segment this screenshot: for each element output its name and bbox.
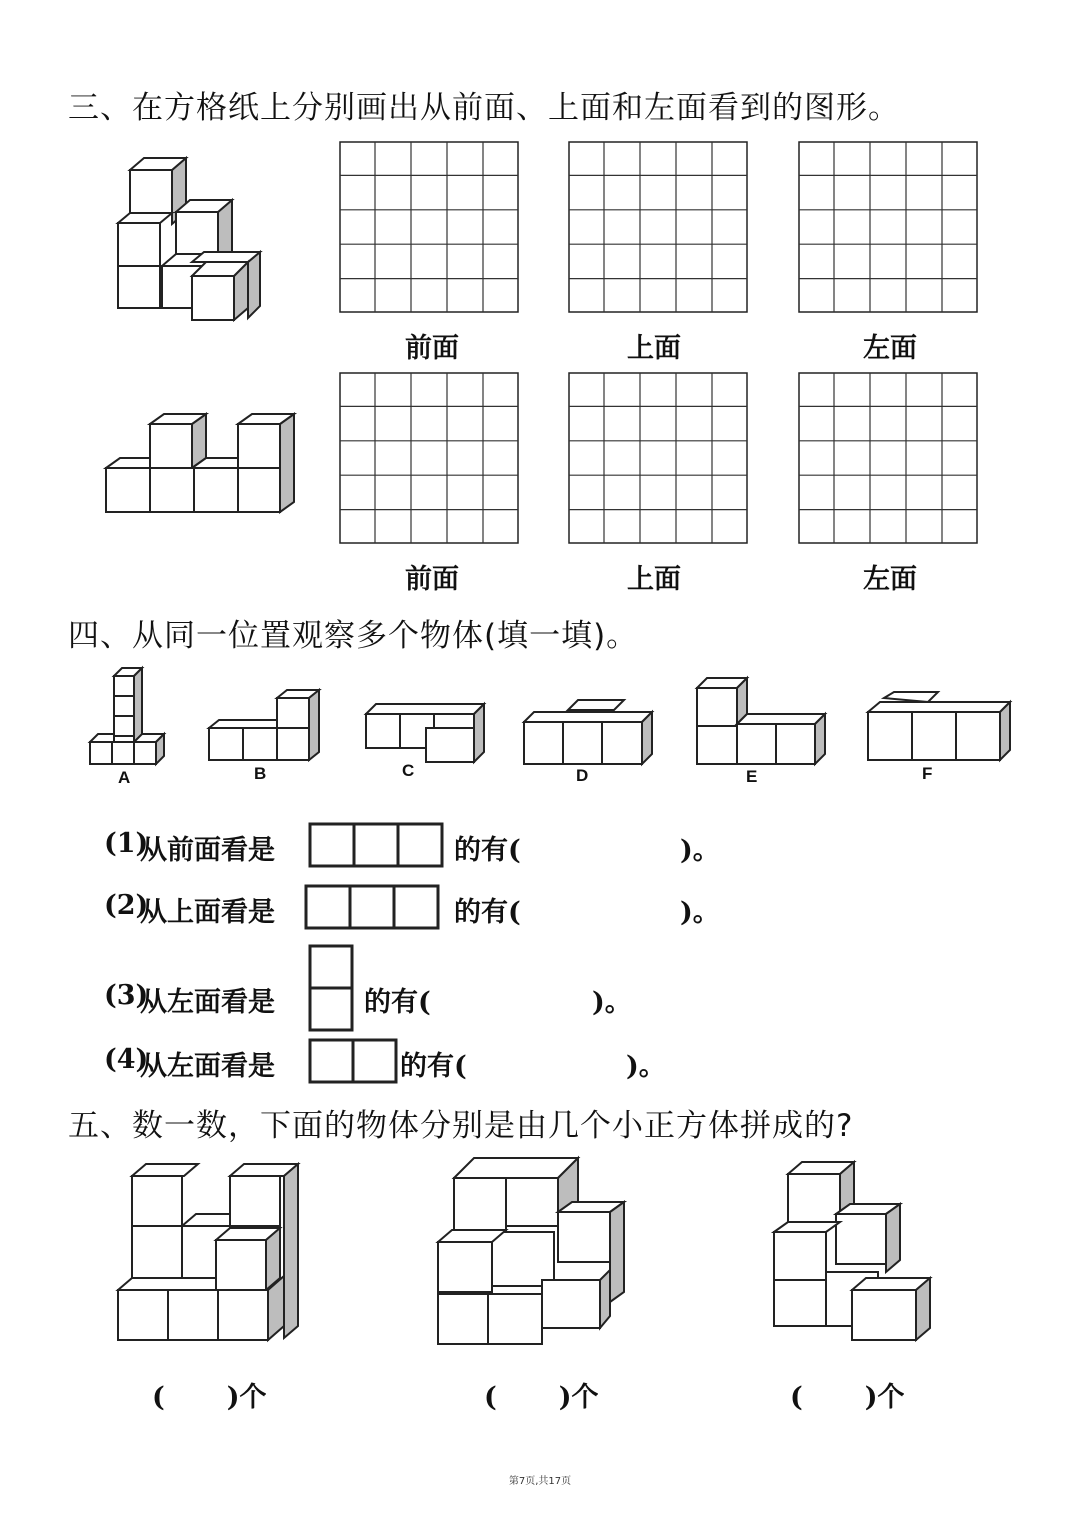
label-top-2: 上面 <box>627 564 681 595</box>
figure-label-d: D <box>576 766 589 785</box>
figure-label-c: C <box>402 761 415 780</box>
answer-1-close: )个 <box>226 1382 267 1413</box>
figure-f <box>864 690 1014 768</box>
question-4-number: (4) <box>104 1044 149 1075</box>
question-2-text: 从上面看是 <box>140 897 275 928</box>
label-left-2: 左面 <box>863 564 917 595</box>
answer-3-close: )个 <box>864 1382 905 1413</box>
count-answer-3[interactable] <box>790 1375 905 1414</box>
three-squares-row-icon <box>304 884 440 930</box>
figure-label-f: F <box>922 764 933 783</box>
label-front-2: 前面 <box>405 564 459 595</box>
grid-left-2[interactable] <box>798 372 978 544</box>
question-1-close: )。 <box>680 835 720 866</box>
count-figure-2 <box>432 1152 642 1352</box>
question-3-text: 从左面看是 <box>140 987 275 1018</box>
page-footer: 第7页,共17页 <box>508 1476 572 1487</box>
label-front-1: 前面 <box>405 333 459 364</box>
section-5-heading: 五、数一数，下面的物体分别是由几个小正方体拼成的? <box>68 1108 854 1144</box>
answer-1-open: ( <box>152 1382 165 1413</box>
section-4-heading: 四、从同一位置观察多个物体(填一填)。 <box>68 618 639 654</box>
question-3-close: )。 <box>592 987 632 1018</box>
grid-lines <box>568 372 748 544</box>
figure-c <box>360 700 490 770</box>
three-squares-row-icon <box>308 822 444 868</box>
two-squares-row-icon <box>308 1038 398 1084</box>
grid-lines <box>798 141 978 313</box>
grid-left-1[interactable] <box>798 141 978 313</box>
question-2-close: )。 <box>680 897 720 928</box>
question-3-suffix: 的有( <box>364 987 431 1018</box>
grid-front-1[interactable] <box>339 141 519 313</box>
count-figure-1 <box>112 1160 312 1350</box>
count-answer-1[interactable] <box>152 1375 267 1414</box>
figure-e <box>693 676 833 770</box>
figure-d <box>520 698 660 770</box>
figure-label-b: B <box>254 764 267 783</box>
answer-2-close: )个 <box>558 1382 599 1413</box>
grid-front-2[interactable] <box>339 372 519 544</box>
figure-a <box>88 666 173 771</box>
section-3-heading: 三、在方格纸上分别画出从前面、上面和左面看到的图形。 <box>68 90 900 126</box>
question-4-suffix: 的有( <box>400 1051 467 1082</box>
label-left-1: 左面 <box>863 333 917 364</box>
figure-label-a: A <box>118 768 131 787</box>
answer-3-open: ( <box>790 1382 803 1413</box>
label-top-1: 上面 <box>627 333 681 364</box>
grid-lines <box>568 141 748 313</box>
figure-label-e: E <box>746 767 758 786</box>
grid-lines <box>798 372 978 544</box>
grid-top-2[interactable] <box>568 372 748 544</box>
grid-top-1[interactable] <box>568 141 748 313</box>
figure-b <box>205 686 325 766</box>
two-squares-column-icon <box>308 944 354 1032</box>
question-1-number: (1) <box>104 828 149 859</box>
grid-lines <box>339 141 519 313</box>
question-4-close: )。 <box>626 1051 666 1082</box>
question-1-suffix: 的有( <box>454 835 521 866</box>
cube-figure-1 <box>110 150 270 330</box>
question-1-text: 从前面看是 <box>140 835 275 866</box>
grid-lines <box>339 372 519 544</box>
question-3-number: (3) <box>104 980 149 1011</box>
cube-figure-2 <box>100 410 300 520</box>
question-2-suffix: 的有( <box>454 897 521 928</box>
count-figure-3 <box>768 1156 948 1346</box>
count-answer-2[interactable] <box>484 1375 599 1414</box>
answer-2-open: ( <box>484 1382 497 1413</box>
question-4-text: 从左面看是 <box>140 1051 275 1082</box>
question-2-number: (2) <box>104 890 149 921</box>
